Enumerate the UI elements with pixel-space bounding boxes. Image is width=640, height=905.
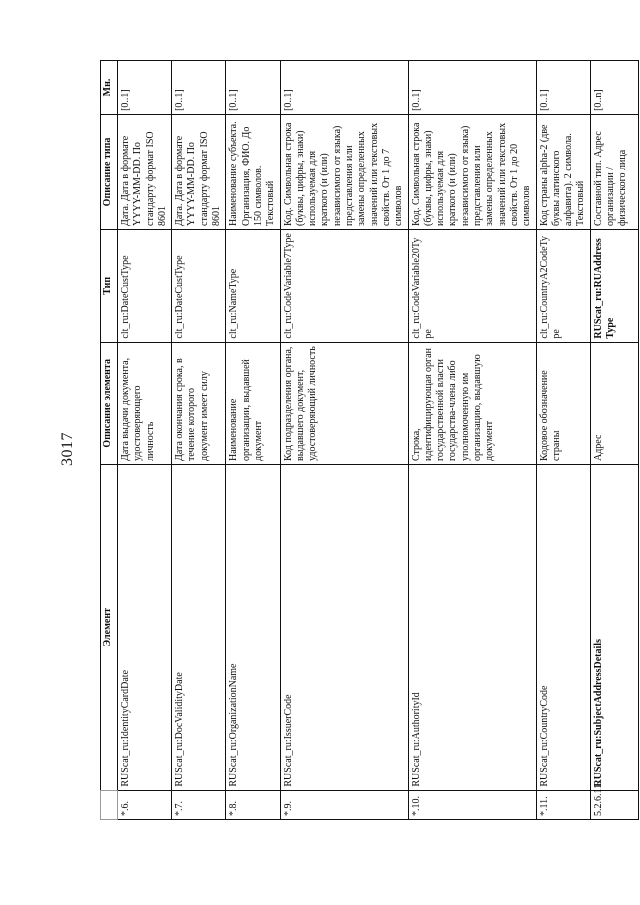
element-name: RUScat_ru:IdentityCardDate [118, 465, 172, 791]
table-row [280, 61, 408, 820]
table-row [590, 61, 638, 820]
type-description: Дата. Дата в формате YYYY-MM-DD. По стандарту формат ISO 8601 [118, 114, 172, 229]
header-cell-element: Элемент [101, 465, 118, 791]
rotated-page [100, 0, 629, 860]
element-type: clt_ru:CodeVariable20Type [408, 229, 536, 342]
header-cell-type: Тип [101, 229, 118, 342]
row-number: *.10. [408, 790, 536, 819]
element-type: RUScat_ru:RUAddressType [590, 229, 638, 342]
multiplicity: [0..1] [280, 61, 408, 115]
row-number: *.6. [118, 790, 172, 819]
element-name: RUScat_ru:CountryCode [536, 465, 590, 791]
table-header-row [101, 61, 118, 820]
element-type: clt_ru:DateCustType [172, 229, 226, 342]
row-number: *.11. [536, 790, 590, 819]
element-description: Строка, идентифицирующая орган государственной власти государства-члена либо уполномоченную им организацию, выдавшую документ [408, 342, 536, 464]
row-number: *.9. [280, 790, 408, 819]
element-description: Кодовое обозначение страны [536, 342, 590, 464]
page-number: 3017 [59, 432, 76, 466]
multiplicity: [0..1] [172, 61, 226, 115]
multiplicity: [0..1] [226, 61, 280, 115]
table-row [172, 61, 226, 820]
element-description: Наименование организации, выдавшей документ [226, 342, 280, 464]
row-number: *.8. [226, 790, 280, 819]
element-type: clt_ru:NameType [226, 229, 280, 342]
type-description: Код. Символьная строка (буквы, цифры, знаки) используемая для краткого (и (или) независимого от языка) представления или замены определенных значений или текстовых свойств. От 1 до 20 символов [408, 114, 536, 229]
element-name: RUScat_ru:SubjectAddressDetails [590, 465, 638, 791]
row-number: 5.2.6.11. [590, 790, 638, 819]
table-row [536, 61, 590, 820]
element-name: RUScat_ru:OrganizationName [226, 465, 280, 791]
type-description: Код. Символьная строка (буквы, цифры, знаки) используемая для краткого (и (или) независимого от языка) представления или замены определенных значений или текстовых свойств. От 1 до 7 символов [280, 114, 408, 229]
element-description: Адрес [590, 342, 638, 464]
multiplicity: [0..n] [590, 61, 638, 115]
spec-table [100, 60, 639, 820]
header-cell-element-desc: Описание элемента [101, 342, 118, 464]
row-number: *.7. [172, 790, 226, 819]
table-row [118, 61, 172, 820]
element-description: Код подразделения органа, выдавшего документ, удостоверяющий личность [280, 342, 408, 464]
multiplicity: [0..1] [536, 61, 590, 115]
element-name: RUScat_ru:AuthorityId [408, 465, 536, 791]
table-row [408, 61, 536, 820]
type-description: Наименование субъекта. Организация, ФИО. До 150 символов. Текстовый [226, 114, 280, 229]
element-type: clt_ru:CountryA2CodeType [536, 229, 590, 342]
type-description: Код страны alpha-2 (две буквы латинского алфавита). 2 символа. Текстовый [536, 114, 590, 229]
table-row [226, 61, 280, 820]
element-type: clt_ru:DateCustType [118, 229, 172, 342]
type-description: Дата. Дата в формате YYYY-MM-DD. По стандарту формат ISO 8601 [172, 114, 226, 229]
type-description: Составной тип. Адрес организации / физического лица [590, 114, 638, 229]
header-cell-type-desc: Описание типа [101, 114, 118, 229]
multiplicity: [0..1] [408, 61, 536, 115]
element-description: Дата окончания срока, в течение которого документ имеет силу [172, 342, 226, 464]
header-cell-multiplicity: Мн. [101, 61, 118, 115]
multiplicity: [0..1] [118, 61, 172, 115]
element-type: clt_ru:CodeVariable7Type [280, 229, 408, 342]
element-name: RUScat_ru:DocValidityDate [172, 465, 226, 791]
header-cell-number [101, 790, 118, 819]
element-name: RUScat_ru:IssuerCode [280, 465, 408, 791]
element-description: Дата выдачи документа, удостоверяющего личность [118, 342, 172, 464]
